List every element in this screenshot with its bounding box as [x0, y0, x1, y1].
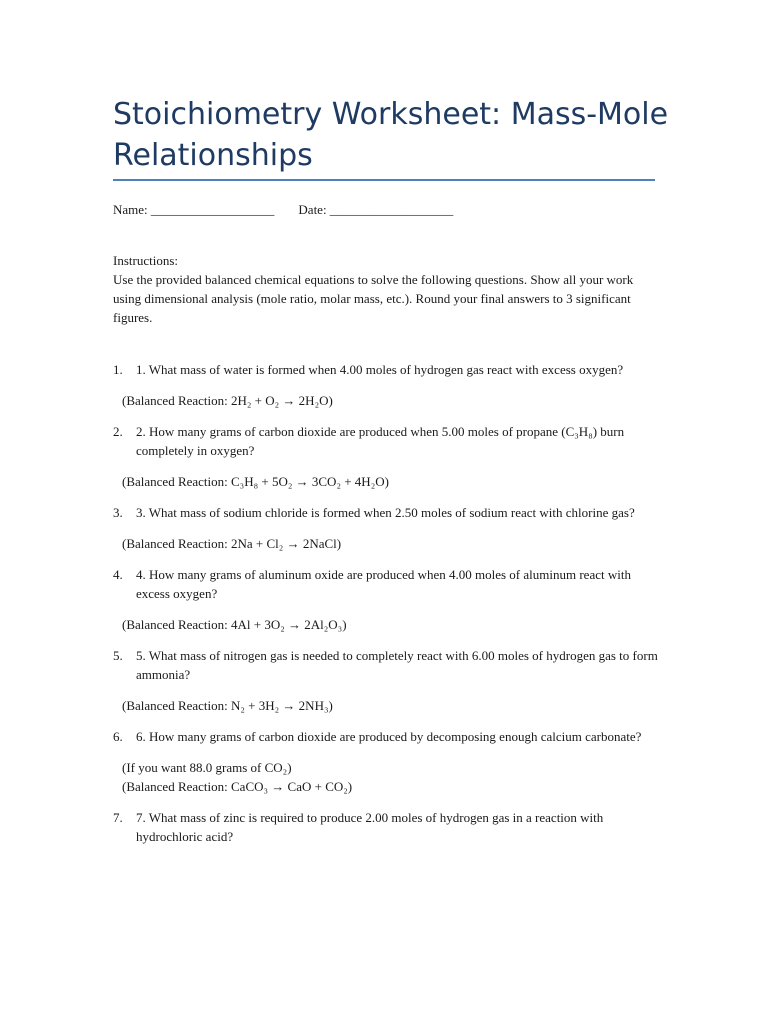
question-number: 1.	[113, 362, 123, 377]
question-item	[113, 727, 658, 796]
title-divider	[113, 179, 655, 181]
question-text: 6. How many grams of carbon dioxide are produced by decomposing enough calcium carbonate?	[136, 729, 642, 744]
question-number: 4.	[113, 567, 123, 582]
reaction-note: (Balanced Reaction: 2Na + Cl₂ → 2NaCl)	[122, 536, 342, 551]
question-number: 7.	[113, 810, 123, 825]
reaction-note: (Balanced Reaction: 4Al + 3O₂ → 2Al₂O₃)	[122, 617, 347, 632]
question-notes	[122, 758, 658, 796]
question-text: 7. What mass of zinc is required to produce 2.00 moles of hydrogen gas in a reaction with hydrochloric acid?	[136, 810, 604, 844]
question-item	[113, 565, 658, 634]
page-title: Stoichiometry Worksheet: Mass-Mole Relationships	[113, 97, 669, 173]
question-text: 4. How many grams of aluminum oxide are produced when 4.00 moles of aluminum react with excess oxygen?	[136, 567, 631, 601]
question-row	[113, 646, 658, 684]
question-row	[113, 360, 658, 379]
question-item	[113, 360, 658, 410]
instructions-body: Use the provided balanced chemical equations to solve the following questions. Show all your work using dimensional analysis (mole ratio, molar mass, etc.). Round your final answers to 3 significant figures.	[113, 272, 634, 325]
condition-note: (If you want 88.0 grams of CO₂)	[122, 760, 292, 775]
question-row	[113, 727, 658, 746]
question-notes	[122, 615, 658, 634]
date-field: Date: ___________________	[298, 202, 454, 217]
name-field: Name: ___________________	[113, 202, 275, 217]
question-item	[113, 422, 658, 491]
name-date-line	[113, 201, 453, 219]
question-text: 2. How many grams of carbon dioxide are produced when 5.00 moles of propane (C₃H₈) burn completely in oxygen?	[136, 424, 625, 458]
question-row	[113, 422, 658, 460]
question-notes	[122, 534, 658, 553]
reaction-note: (Balanced Reaction: N₂ + 3H₂ → 2NH₃)	[122, 698, 333, 713]
question-item	[113, 503, 658, 553]
question-row	[113, 565, 658, 603]
question-notes	[122, 472, 658, 491]
question-text: 5. What mass of nitrogen gas is needed to completely react with 6.00 moles of hydrogen gas to form ammonia?	[136, 648, 658, 682]
question-number: 2.	[113, 424, 123, 439]
question-number: 3.	[113, 505, 123, 520]
question-number: 5.	[113, 648, 123, 663]
reaction-note: (Balanced Reaction: CaCO₃ → CaO + CO₂)	[122, 779, 353, 794]
reaction-note: (Balanced Reaction: C₃H₈ + 5O₂ → 3CO₂ + 4H₂O)	[122, 474, 389, 489]
question-item	[113, 646, 658, 715]
question-text: 3. What mass of sodium chloride is formed when 2.50 moles of sodium react with chlorine gas?	[136, 505, 635, 520]
question-item	[113, 808, 658, 846]
question-text: 1. What mass of water is formed when 4.00 moles of hydrogen gas react with excess oxygen?	[136, 362, 624, 377]
question-list	[113, 360, 658, 858]
instructions-heading: Instructions:	[113, 253, 178, 268]
question-number: 6.	[113, 729, 123, 744]
question-notes	[122, 391, 658, 410]
question-row	[113, 503, 658, 522]
question-notes	[122, 696, 658, 715]
question-row	[113, 808, 658, 846]
reaction-note: (Balanced Reaction: 2H₂ + O₂ → 2H₂O)	[122, 393, 333, 408]
instructions-section	[113, 251, 653, 327]
